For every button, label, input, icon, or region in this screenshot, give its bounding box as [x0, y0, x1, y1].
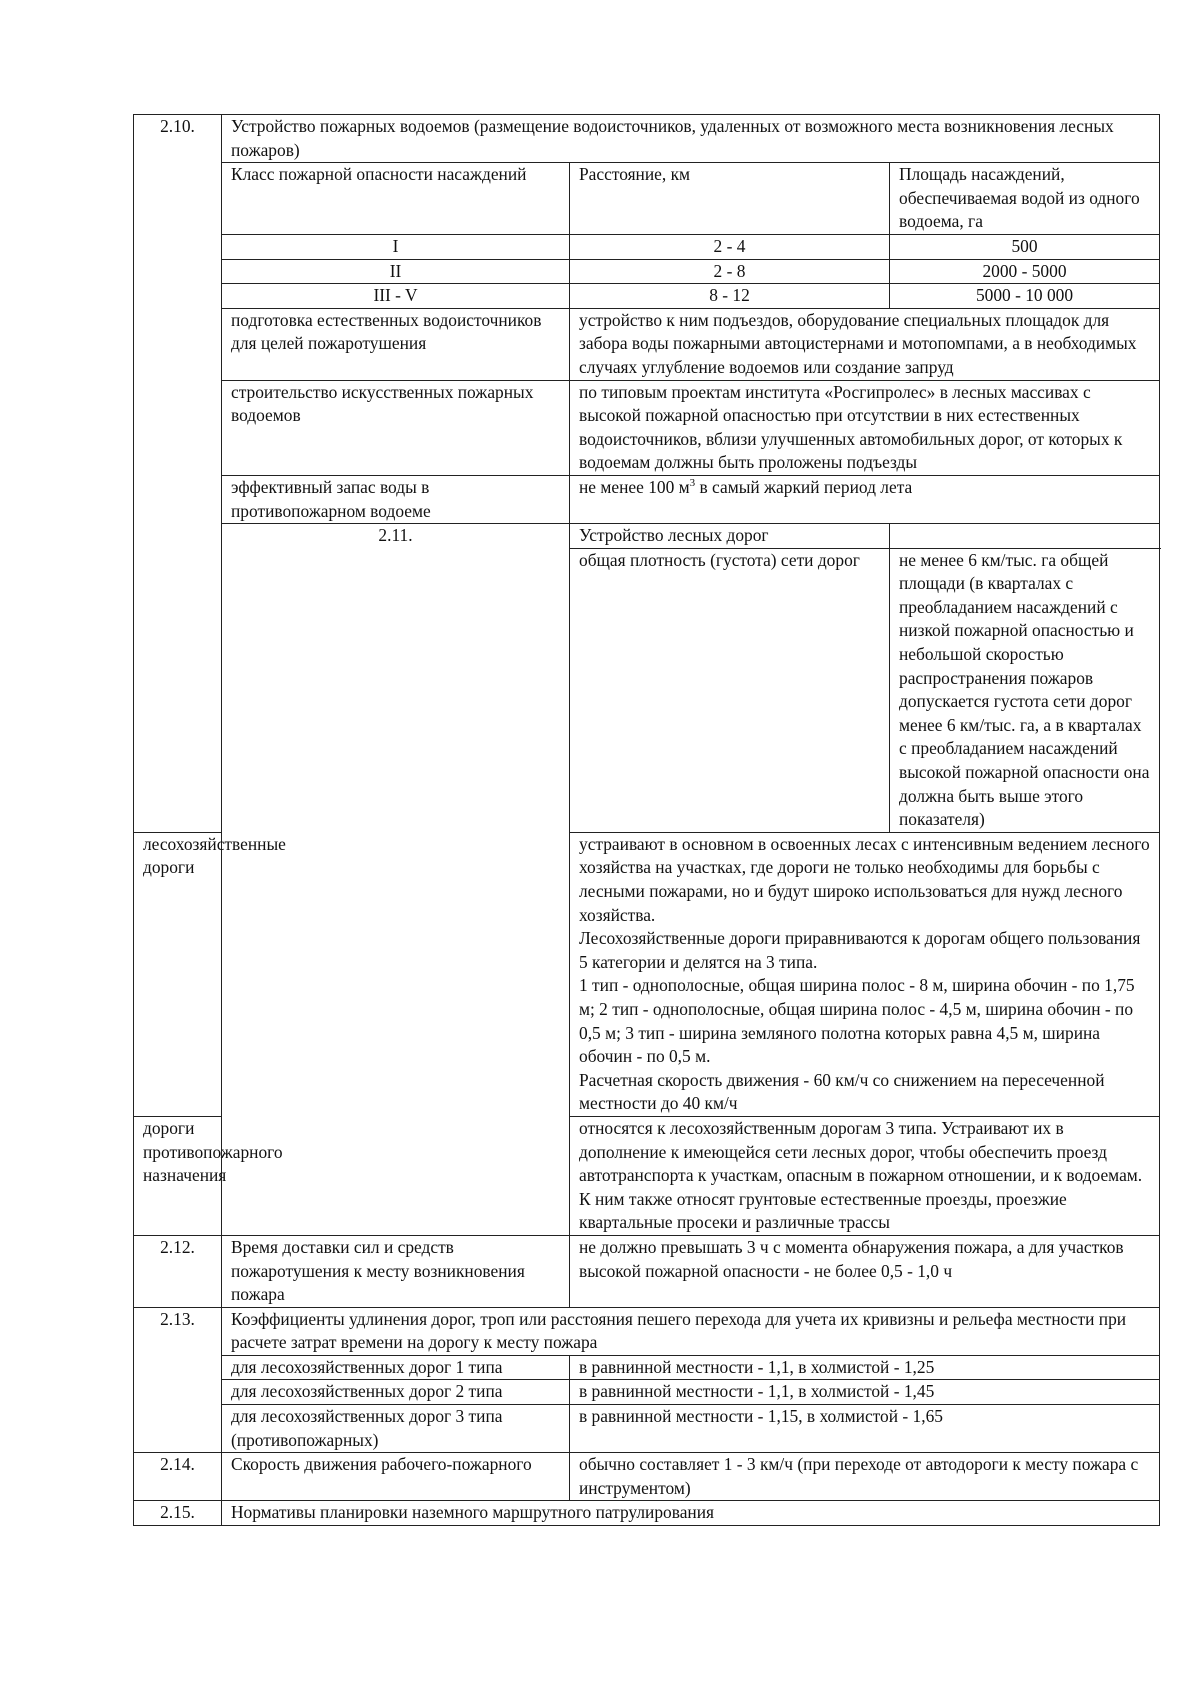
row-text: не менее 6 км/тыс. га общей площади (в кварталах с преобладанием насаждений с низкой пожарной опасностью и небольшой скоростью распространения пожаров допускается густота сети дорог менее 6 км/тыс. га, а в кварталах с преобладанием насаждений высокой пожарной опасности она должна быть выше этого показателя): [890, 548, 1160, 832]
row-text: обычно составляет 1 - 3 км/ч (при переходе от автодороги к месту пожара с инструментом): [570, 1453, 1160, 1501]
column-header-class: Класс пожарной опасности насаждений: [222, 163, 570, 235]
superscript: 3: [689, 477, 696, 490]
section-2-13-title-row: [134, 1307, 1160, 1355]
section-2-12-row: [134, 1235, 1160, 1307]
table-row: [134, 259, 1160, 284]
section-2-14-row: [134, 1453, 1160, 1501]
table-cell: III - V: [222, 284, 570, 309]
paragraph: 1 тип - однополосные, общая ширина полос - 8 м, ширина обочин - по 1,75 м; 2 тип - однополосные, общая ширина полос - 4,5 м, ширина обочин - по 0,5 м; 3 тип - ширина земляного полотна которых равна 4,5 м, ширина обочин - по 0,5 м.: [579, 975, 1135, 1067]
text-part: не менее 100 м: [579, 476, 690, 497]
section-title: Нормативы планировки наземного маршрутного патрулирования: [222, 1501, 1160, 1526]
row-label: дороги противопожарного назначения: [134, 1116, 222, 1235]
row-text: в равнинной местности - 1,15, в холмистой - 1,65: [570, 1405, 1160, 1453]
section-number: 2.10.: [134, 115, 222, 833]
row-label: для лесохозяйственных дорог 1 типа: [222, 1355, 570, 1380]
section-title: Устройство пожарных водоемов (размещение водоисточников, удаленных от возможного места возникновения лесных пожаров): [222, 115, 1160, 163]
table-cell: 2 - 4: [570, 234, 890, 259]
table-row: [134, 1405, 1160, 1453]
row-label: для лесохозяйственных дорог 2 типа: [222, 1380, 570, 1405]
row-text: не должно превышать 3 ч с момента обнаружения пожара, а для участков высокой пожарной опасности - не более 0,5 - 1,0 ч: [570, 1235, 1160, 1307]
row-text: [570, 475, 1160, 523]
paragraph: Расчетная скорость движения - 60 км/ч со снижением на пересеченной местности до 40 км/ч: [579, 1069, 1105, 1114]
row-label: Время доставки сил и средств пожаротушения к месту возникновения пожара: [222, 1235, 570, 1307]
row-text: устройство к ним подъездов, оборудование специальных площадок для забора воды пожарными автоцистернами и мотопомпами, а в необходимых случаях углубление водоемов или создание запруд: [570, 308, 1160, 380]
table-cell: 8 - 12: [570, 284, 890, 309]
norms-table: [133, 114, 1160, 1526]
row-text: [570, 832, 1160, 1116]
row-label: общая плотность (густота) сети дорог: [570, 548, 890, 832]
column-header-distance: Расстояние, км: [570, 163, 890, 235]
table-cell: II: [222, 259, 570, 284]
water-table-header-row: [134, 163, 1160, 235]
row-label: лесохозяйственные дороги: [134, 832, 222, 1116]
table-cell: 2000 - 5000: [890, 259, 1160, 284]
table-row: [134, 1380, 1160, 1405]
section-number: 2.14.: [134, 1453, 222, 1501]
row-label: Скорость движения рабочего-пожарного: [222, 1453, 570, 1501]
row-label: для лесохозяйственных дорог 3 типа (противопожарных): [222, 1405, 570, 1453]
document-page: [133, 114, 1159, 1526]
paragraph: Лесохозяйственные дороги приравниваются к дорогам общего пользования 5 категории и делятся на 3 типа.: [579, 928, 1141, 972]
empty-cell: [890, 524, 1160, 549]
table-cell: 5000 - 10 000: [890, 284, 1160, 309]
row-label: строительство искусственных пожарных водоемов: [222, 380, 570, 475]
section-number: 2.11.: [222, 524, 570, 1236]
table-row: [134, 284, 1160, 309]
table-row: [134, 308, 1160, 380]
text-part: в самый жаркий период лета: [695, 476, 913, 497]
table-row: [134, 475, 1160, 523]
row-text: в равнинной местности - 1,1, в холмистой - 1,45: [570, 1380, 1160, 1405]
row-label: подготовка естественных водоисточников для целей пожаротушения: [222, 308, 570, 380]
section-2-11-title-row: [134, 524, 1160, 549]
row-text: относятся к лесохозяйственным дорогам 3 типа. Устраивают их в дополнение к имеющейся сети лесных дорог, чтобы обеспечить проезд автотранспорта к участкам, опасным в пожарном отношении, и к водоемам. К ним также относят грунтовые естественные проезды, проезжие квартальные просеки и различные трассы: [570, 1116, 1160, 1235]
section-number: 2.15.: [134, 1501, 222, 1526]
section-2-10-title-row: [134, 115, 1160, 163]
table-row: [134, 234, 1160, 259]
paragraph: устраивают в основном в освоенных лесах с интенсивным ведением лесного хозяйства на участках, где дороги не только необходимы для борьбы с лесными пожарами, но и будут широко использоваться для нужд лесного хозяйства.: [579, 833, 1150, 925]
section-title: Устройство лесных дорог: [570, 524, 890, 549]
section-number: 2.13.: [134, 1307, 222, 1453]
row-text: по типовым проектам института «Росгипролес» в лесных массивах с высокой пожарной опасностью при отсутствии в них естественных водоисточников, вблизи улучшенных автомобильных дорог, от которых к водоемам должны быть проложены подъезды: [570, 380, 1160, 475]
column-header-area: Площадь насаждений, обеспечиваемая водой из одного водоема, га: [890, 163, 1160, 235]
row-text: в равнинной местности - 1,1, в холмистой - 1,25: [570, 1355, 1160, 1380]
section-2-15-row: [134, 1501, 1160, 1526]
table-cell: 2 - 8: [570, 259, 890, 284]
table-cell: I: [222, 234, 570, 259]
table-row: [134, 1355, 1160, 1380]
row-label: эффективный запас воды в противопожарном водоеме: [222, 475, 570, 523]
section-number: 2.12.: [134, 1235, 222, 1307]
table-row: [134, 380, 1160, 475]
section-title: Коэффициенты удлинения дорог, троп или расстояния пешего перехода для учета их кривизны и рельефа местности при расчете затрат времени на дорогу к месту пожара: [222, 1307, 1160, 1355]
table-cell: 500: [890, 234, 1160, 259]
